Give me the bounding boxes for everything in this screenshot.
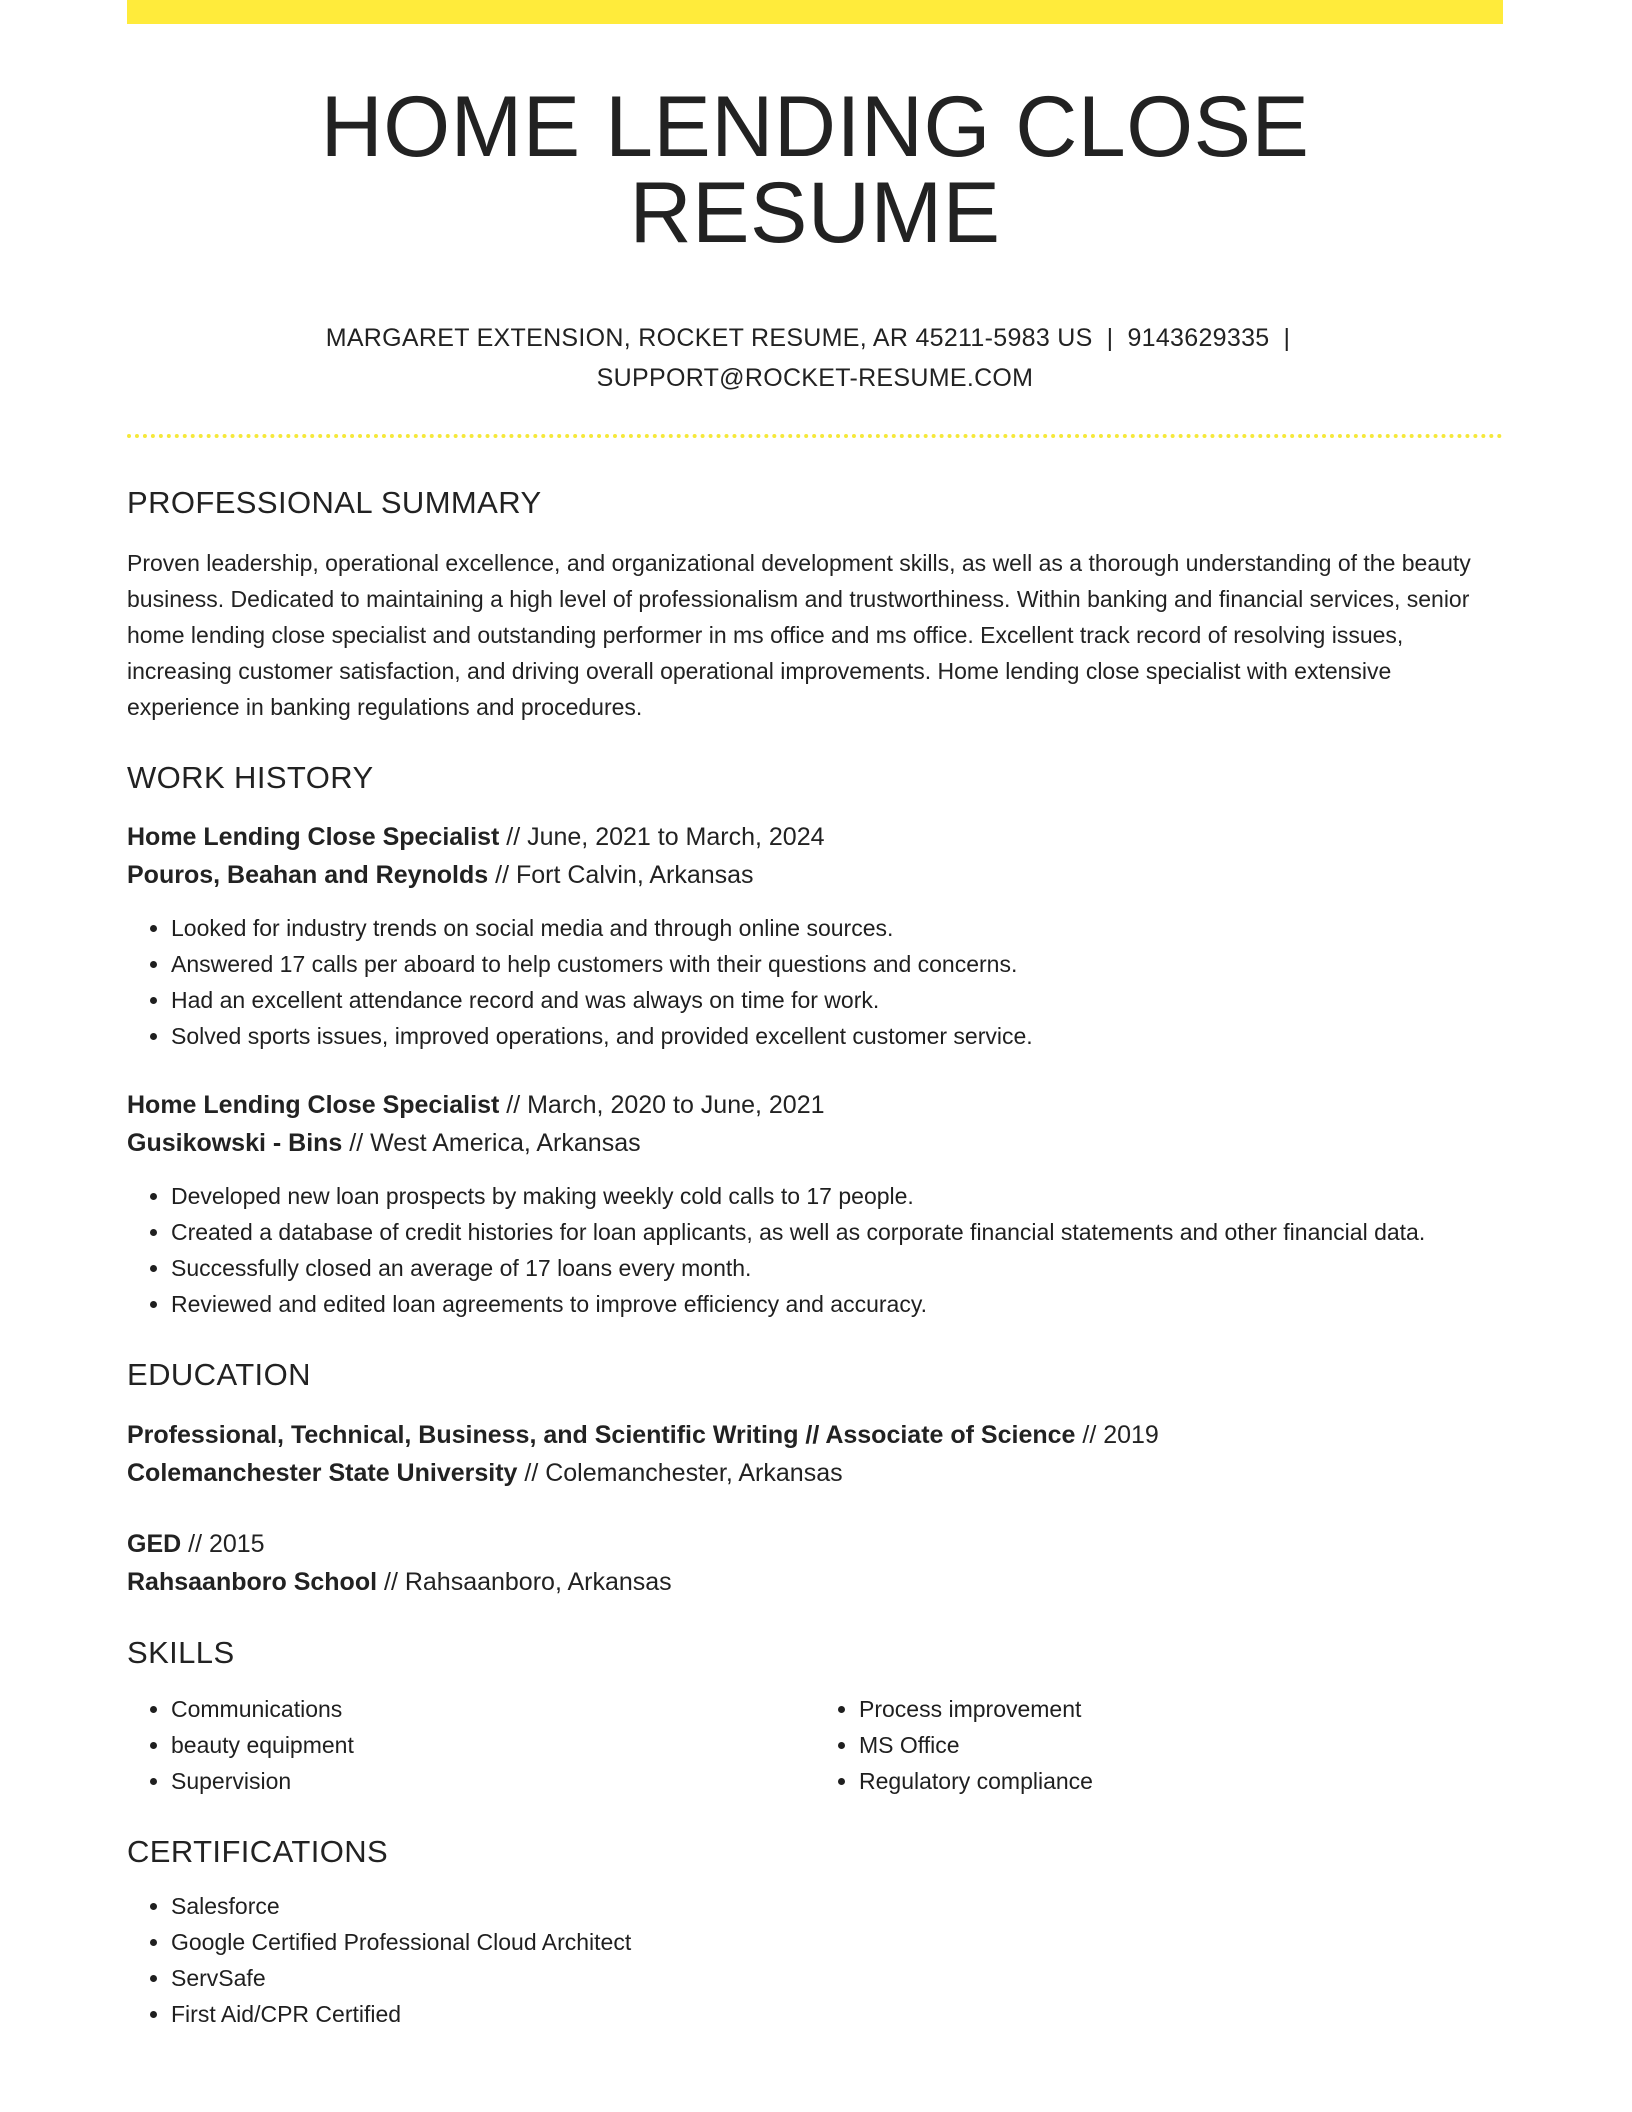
school: Colemanchester State University [127, 1458, 518, 1487]
school-line [127, 1454, 1503, 1492]
section-heading-work-history: WORK HISTORY [127, 760, 374, 796]
list-item: • Successfully closed an average of 17 loans every month. [171, 1250, 1503, 1286]
job-title-line [127, 1086, 1503, 1124]
job-location: // West America, Arkansas [342, 1129, 641, 1158]
list-item: • ServSafe [171, 1960, 1503, 1996]
list-item: • Developed new loan prospects by making weekly cold calls to 17 people. [171, 1178, 1503, 1214]
job-dates: // March, 2020 to June, 2021 [499, 1091, 825, 1120]
summary-text: Proven leadership, operational excellence, and organizational development skills, as well as a thorough understanding of the beauty business. Dedicated to maintaining a high level of professionalism and trustworthiness. Within banking and financial services, senior home lending close specialist and outstanding performer in ms office and ms office. Excellent track record of resolving issues, increasing customer satisfaction, and driving overall operational improvements. Home lending close specialist with extensive experience in banking regulations and procedures. [127, 550, 1471, 721]
job-company-line [127, 1124, 1503, 1162]
contact-email: SUPPORT@ROCKET-RESUME.COM [596, 364, 1034, 392]
degree-line [127, 1525, 1503, 1563]
skills-column-left [127, 1691, 815, 1799]
job-title: Home Lending Close Specialist [127, 1091, 500, 1120]
section-heading-summary: PROFESSIONAL SUMMARY [127, 485, 542, 520]
job-company: Gusikowski - Bins [127, 1129, 343, 1158]
list-item: • Solved sports issues, improved operations, and provided excellent customer service. [171, 1018, 1503, 1054]
contact-info [315, 318, 1315, 398]
list-item: • Had an excellent attendance record and was always on time for work. [171, 982, 1503, 1018]
contact-address: MARGARET EXTENSION, ROCKET RESUME, AR 45211-5983 US [325, 324, 1093, 352]
degree-year: // 2019 [1075, 1420, 1159, 1449]
school-line [127, 1563, 1503, 1601]
list-item: • Reviewed and edited loan agreements to improve efficiency and accuracy. [171, 1286, 1503, 1322]
resume-page [127, 0, 1503, 2032]
degree-line [127, 1416, 1503, 1454]
accent-top-bar [127, 0, 1503, 24]
job-title-line [127, 818, 1503, 856]
job-duties [127, 910, 1503, 1054]
contact-separator: | [1106, 324, 1114, 352]
certifications-list [127, 1888, 1503, 2032]
school-location: // Rahsaanboro, Arkansas [377, 1567, 672, 1596]
degree: Professional, Technical, Business, and Scientific Writing // Associate of Science [127, 1420, 1076, 1449]
section-heading-education: EDUCATION [127, 1357, 311, 1393]
list-item: • Salesforce [171, 1888, 1503, 1924]
list-item: • Answered 17 calls per aboard to help customers with their questions and concerns. [171, 946, 1503, 982]
dotted-divider [127, 434, 1503, 438]
list-item: • Google Certified Professional Cloud Architect [171, 1924, 1503, 1960]
contact-separator: | [1283, 324, 1291, 352]
job-title: Home Lending Close Specialist [127, 823, 500, 852]
list-item: • Communications [171, 1691, 815, 1727]
school-location: // Colemanchester, Arkansas [517, 1458, 843, 1487]
section-heading-certifications: CERTIFICATIONS [127, 1833, 389, 1869]
degree-year: // 2015 [181, 1529, 265, 1558]
list-item: • Process improvement [859, 1691, 1503, 1727]
section-heading-skills: SKILLS [127, 1634, 235, 1670]
job-duties [127, 1178, 1503, 1322]
job-company: Pouros, Beahan and Reynolds [127, 861, 489, 890]
list-item: • Created a database of credit histories for loan applicants, as well as corporate financial statements and other financial data. [171, 1214, 1503, 1250]
list-item: • Looked for industry trends on social media and through online sources. [171, 910, 1503, 946]
list-item: • MS Office [859, 1727, 1503, 1763]
list-item: • Regulatory compliance [859, 1763, 1503, 1799]
list-item: • beauty equipment [171, 1727, 815, 1763]
skills-list [127, 1691, 1503, 1799]
job-entry [127, 818, 1503, 1054]
degree: GED [127, 1529, 182, 1558]
list-item: • First Aid/CPR Certified [171, 1996, 1503, 2032]
contact-phone: 9143629335 [1127, 324, 1270, 352]
job-location: // Fort Calvin, Arkansas [488, 861, 754, 890]
job-company-line [127, 856, 1503, 894]
skills-column-right [815, 1691, 1503, 1799]
job-dates: // June, 2021 to March, 2024 [499, 823, 825, 852]
school: Rahsaanboro School [127, 1567, 378, 1596]
list-item: • Supervision [171, 1763, 815, 1799]
education-entry [127, 1525, 1503, 1601]
education-entry [127, 1416, 1503, 1492]
resume-title: HOME LENDING CLOSE RESUME [320, 79, 1310, 261]
job-entry [127, 1086, 1503, 1322]
